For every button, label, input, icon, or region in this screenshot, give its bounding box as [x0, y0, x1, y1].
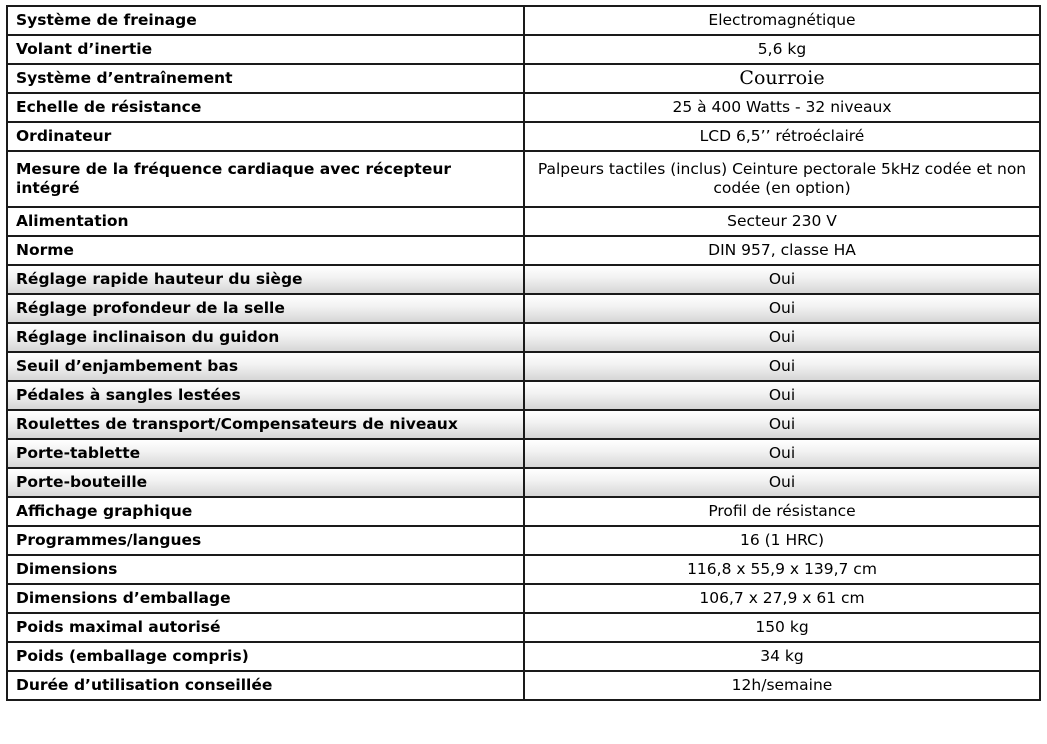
spec-label: Volant d’inertie [7, 35, 524, 64]
spec-label: Seuil d’enjambement bas [7, 352, 524, 381]
spec-row-heart-rate [7, 151, 1040, 207]
spec-label: Réglage inclinaison du guidon [7, 323, 524, 352]
spec-label: Pédales à sangles lestées [7, 381, 524, 410]
spec-label: Réglage rapide hauteur du siège [7, 265, 524, 294]
spec-value: 116,8 x 55,9 x 139,7 cm [524, 555, 1040, 584]
spec-value: Oui [524, 323, 1040, 352]
spec-label: Norme [7, 236, 524, 265]
spec-label: Système de freinage [7, 6, 524, 35]
spec-row-low-step-through [7, 352, 1040, 381]
spec-value: Oui [524, 265, 1040, 294]
spec-row-transport-wheels [7, 410, 1040, 439]
spec-label: Système d’entraînement [7, 64, 524, 93]
spec-row-flywheel [7, 35, 1040, 64]
spec-value: Courroie [524, 64, 1040, 93]
spec-value: LCD 6,5’’ rétroéclairé [524, 122, 1040, 151]
spec-label: Poids maximal autorisé [7, 613, 524, 642]
spec-value: 150 kg [524, 613, 1040, 642]
spec-value: Oui [524, 294, 1040, 323]
spec-label: Dimensions [7, 555, 524, 584]
spec-row-bottle-holder [7, 468, 1040, 497]
spec-value: Electromagnétique [524, 6, 1040, 35]
spec-row-resistance-scale [7, 93, 1040, 122]
spec-value: Oui [524, 352, 1040, 381]
spec-label: Affichage graphique [7, 497, 524, 526]
spec-value: 5,6 kg [524, 35, 1040, 64]
spec-label: Roulettes de transport/Compensateurs de niveaux [7, 410, 524, 439]
spec-label: Réglage profondeur de la selle [7, 294, 524, 323]
spec-row-pedals [7, 381, 1040, 410]
spec-row-seat-height [7, 265, 1040, 294]
spec-label: Porte-bouteille [7, 468, 524, 497]
spec-row-computer [7, 122, 1040, 151]
spec-value: 34 kg [524, 642, 1040, 671]
spec-row-graphic-display [7, 497, 1040, 526]
spec-row-package-dimensions [7, 584, 1040, 613]
spec-value: 12h/semaine [524, 671, 1040, 700]
spec-row-braking-system [7, 6, 1040, 35]
spec-value: DIN 957, classe HA [524, 236, 1040, 265]
spec-row-drive-system [7, 64, 1040, 93]
spec-row-handlebar-tilt [7, 323, 1040, 352]
spec-label: Ordinateur [7, 122, 524, 151]
spec-row-tablet-holder [7, 439, 1040, 468]
spec-row-standard [7, 236, 1040, 265]
spec-value: Secteur 230 V [524, 207, 1040, 236]
spec-row-recommended-use [7, 671, 1040, 700]
spec-label: Mesure de la fréquence cardiaque avec récepteur intégré [7, 151, 524, 207]
spec-label: Alimentation [7, 207, 524, 236]
spec-value: Profil de résistance [524, 497, 1040, 526]
spec-label: Poids (emballage compris) [7, 642, 524, 671]
spec-value: Oui [524, 410, 1040, 439]
spec-value: Oui [524, 439, 1040, 468]
spec-row-max-weight [7, 613, 1040, 642]
spec-value: Oui [524, 468, 1040, 497]
spec-value: 25 à 400 Watts - 32 niveaux [524, 93, 1040, 122]
spec-row-weight [7, 642, 1040, 671]
spec-row-power-supply [7, 207, 1040, 236]
specifications-table [6, 5, 1041, 701]
spec-value: Oui [524, 381, 1040, 410]
spec-row-dimensions [7, 555, 1040, 584]
spec-row-saddle-depth [7, 294, 1040, 323]
spec-value: Palpeurs tactiles (inclus) Ceinture pectorale 5kHz codée et non codée (en option) [524, 151, 1040, 207]
spec-label: Porte-tablette [7, 439, 524, 468]
spec-value: 106,7 x 27,9 x 61 cm [524, 584, 1040, 613]
spec-value: 16 (1 HRC) [524, 526, 1040, 555]
spec-label: Echelle de résistance [7, 93, 524, 122]
spec-label: Programmes/langues [7, 526, 524, 555]
spec-label: Durée d’utilisation conseillée [7, 671, 524, 700]
spec-row-programs [7, 526, 1040, 555]
spec-label: Dimensions d’emballage [7, 584, 524, 613]
